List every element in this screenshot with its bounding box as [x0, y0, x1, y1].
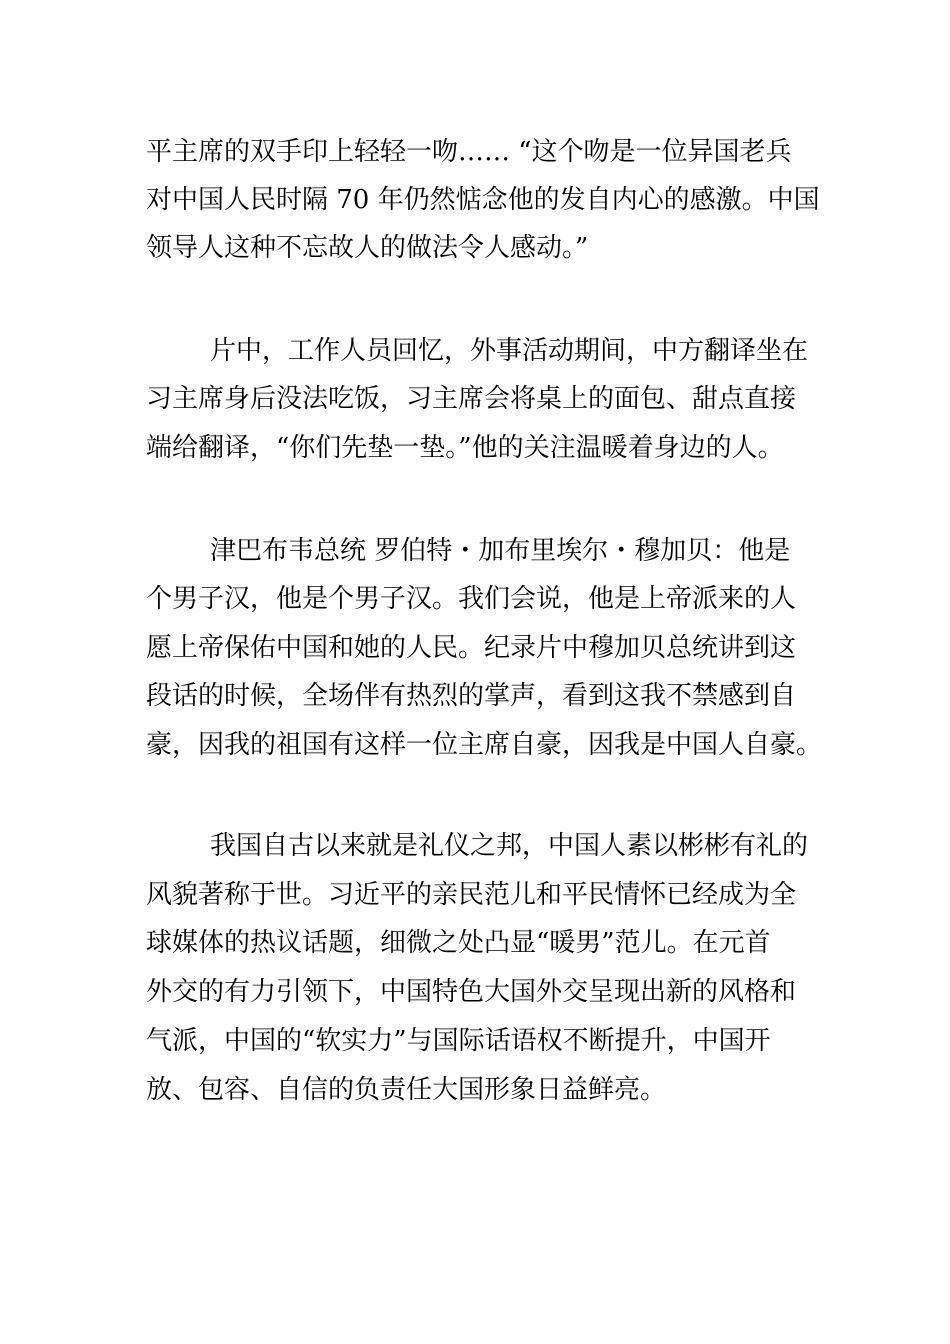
- text-line: 外交的有力引领下，中国特色大国外交呈现出新的风格和: [146, 977, 797, 1007]
- text-line: 风貌著称于世。习近平的亲民范儿和平民情怀已经成为全: [146, 880, 797, 910]
- text-line: 气派，中国的“软实力”与国际话语权不断提升，中国开: [146, 1026, 771, 1056]
- text-line: 段话的时候，全场伴有热烈的掌声，看到这我不禁感到自: [146, 681, 797, 711]
- text-line: 习主席身后没法吃饭，习主席会将桌上的面包、甜点直接: [146, 384, 797, 414]
- text-line: 个男子汉，他是个男子汉。我们会说，他是上帝派来的人: [146, 584, 797, 614]
- text-line: 津巴布韦总统 罗伯特・加布里埃尔・穆加贝：他是: [210, 536, 791, 566]
- text-line: 片中，工作人员回忆，外事活动期间，中方翻译坐在: [210, 336, 809, 366]
- text-line: 愿上帝保佑中国和她的人民。纪录片中穆加贝总统讲到这: [146, 633, 797, 663]
- text-line: 平主席的双手印上轻轻一吻…… “这个吻是一位异国老兵: [146, 137, 792, 167]
- text-line: 端给翻译，“你们先垫一垫。”他的关注温暖着身边的人。: [146, 433, 784, 463]
- text-line: 豪，因我的祖国有这样一位主席自豪，因我是中国人自豪。: [146, 730, 823, 760]
- text-line: 领导人这种不忘故人的做法令人感动。”: [146, 233, 589, 263]
- text-line: 我国自古以来就是礼仪之邦，中国人素以彬彬有礼的: [210, 831, 809, 861]
- text-line: 放、包容、自信的负责任大国形象日益鲜亮。: [146, 1075, 667, 1105]
- text-line: 对中国人民时隔 70 年仍然惦念他的发自内心的感激。中国: [146, 185, 820, 215]
- text-line: 球媒体的热议话题，细微之处凸显“暖男”范儿。在元首: [146, 928, 771, 958]
